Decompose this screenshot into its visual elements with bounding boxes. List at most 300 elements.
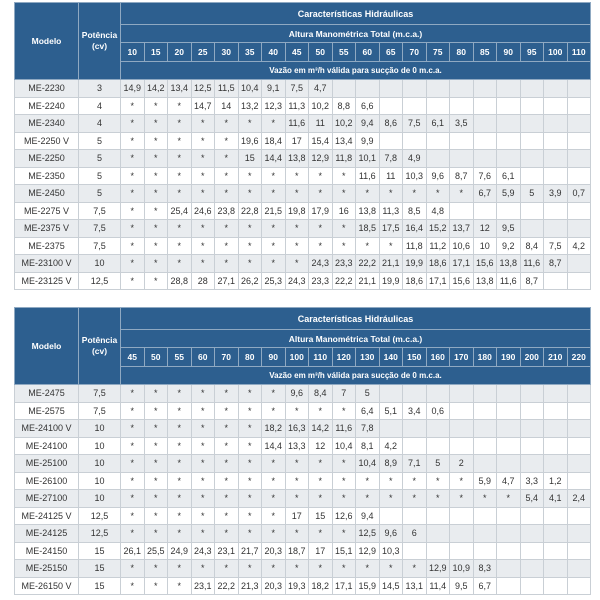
flow-value-cell: 10,4	[238, 80, 262, 98]
flow-value-cell	[544, 202, 568, 220]
header-head-value: 55	[168, 348, 192, 367]
flow-value-cell: *	[215, 255, 239, 273]
table-body	[15, 80, 591, 290]
flow-value-cell: 17,1	[332, 577, 356, 595]
flow-value-cell: 18,2	[262, 420, 286, 438]
flow-value-cell	[520, 97, 544, 115]
flow-value-cell: *	[262, 525, 286, 543]
flow-value-cell	[426, 132, 450, 150]
flow-value-cell: *	[215, 437, 239, 455]
flow-value-cell: 24,3	[191, 542, 215, 560]
flow-value-cell	[567, 202, 591, 220]
flow-value-cell: *	[191, 115, 215, 133]
flow-value-cell: 12	[309, 437, 333, 455]
flow-value-cell: 10,4	[332, 437, 356, 455]
flow-value-cell: *	[215, 560, 239, 578]
flow-value-cell: *	[285, 255, 309, 273]
flow-value-cell: *	[168, 525, 192, 543]
flow-value-cell: 22,8	[238, 202, 262, 220]
flow-value-cell	[544, 525, 568, 543]
flow-value-cell: 17,1	[450, 255, 474, 273]
power-cell: 3	[79, 80, 121, 98]
flow-value-cell	[544, 220, 568, 238]
flow-value-cell	[426, 507, 450, 525]
flow-value-cell: 21,1	[379, 255, 403, 273]
flow-value-cell: *	[121, 220, 145, 238]
flow-value-cell: *	[450, 185, 474, 203]
flow-value-cell: 14	[215, 97, 239, 115]
flow-value-cell: *	[215, 132, 239, 150]
flow-value-cell: *	[144, 272, 168, 290]
flow-value-cell: 13,7	[450, 220, 474, 238]
flow-value-cell	[544, 80, 568, 98]
flow-value-cell: *	[144, 402, 168, 420]
flow-value-cell: 16	[332, 202, 356, 220]
flow-value-cell: 14,2	[309, 420, 333, 438]
flow-value-cell	[426, 420, 450, 438]
flow-value-cell: *	[144, 437, 168, 455]
flow-value-cell: 8,7	[520, 272, 544, 290]
flow-value-cell: *	[238, 420, 262, 438]
performance-table-1	[14, 2, 591, 290]
flow-value-cell: 19,3	[285, 577, 309, 595]
flow-value-cell: 13,3	[285, 437, 309, 455]
flow-value-cell: 10,9	[450, 560, 474, 578]
header-flow-note: Vazão em m³/h válida para sucção de 0 m.c.a.	[121, 367, 591, 385]
table-row	[15, 80, 591, 98]
header-model: Modelo	[15, 308, 79, 385]
flow-value-cell: 10,4	[356, 455, 380, 473]
flow-value-cell: *	[168, 472, 192, 490]
flow-value-cell: 18,5	[356, 220, 380, 238]
flow-value-cell	[520, 385, 544, 403]
header-flow-note: Vazão em m³/h válida para sucção de 0 m.c.a.	[121, 62, 591, 80]
model-cell: ME-2230	[15, 80, 79, 98]
table-row	[15, 97, 591, 115]
flow-value-cell: 18,4	[262, 132, 286, 150]
flow-value-cell: *	[309, 220, 333, 238]
flow-value-cell: 2	[450, 455, 474, 473]
flow-value-cell: 9,6	[426, 167, 450, 185]
flow-value-cell	[403, 542, 427, 560]
flow-value-cell	[567, 167, 591, 185]
flow-value-cell	[473, 420, 497, 438]
flow-value-cell: *	[168, 132, 192, 150]
flow-value-cell: *	[403, 560, 427, 578]
flow-value-cell: *	[285, 560, 309, 578]
header-head-value: 110	[309, 348, 333, 367]
flow-value-cell: *	[215, 167, 239, 185]
flow-value-cell: 20,3	[262, 577, 286, 595]
flow-value-cell	[567, 507, 591, 525]
flow-value-cell: *	[168, 385, 192, 403]
flow-value-cell: *	[262, 455, 286, 473]
flow-value-cell: *	[285, 525, 309, 543]
flow-value-cell: *	[168, 420, 192, 438]
flow-value-cell: *	[403, 472, 427, 490]
header-power-unit: (cv)	[91, 41, 108, 51]
flow-value-cell: *	[191, 507, 215, 525]
header-head-value: 90	[262, 348, 286, 367]
header-head-value: 50	[309, 43, 333, 62]
flow-value-cell: 17	[285, 132, 309, 150]
model-cell: ME-24125 V	[15, 507, 79, 525]
flow-value-cell: *	[426, 472, 450, 490]
flow-value-cell: *	[356, 237, 380, 255]
flow-value-cell: 14,7	[191, 97, 215, 115]
flow-value-cell: 6,1	[426, 115, 450, 133]
model-cell: ME-26150 V	[15, 577, 79, 595]
flow-value-cell: 21,3	[238, 577, 262, 595]
table-row	[15, 150, 591, 168]
flow-value-cell: 8,7	[544, 255, 568, 273]
flow-value-cell	[403, 97, 427, 115]
flow-value-cell	[567, 80, 591, 98]
power-cell: 7,5	[79, 385, 121, 403]
flow-value-cell: *	[332, 185, 356, 203]
flow-value-cell	[403, 420, 427, 438]
table-row	[15, 455, 591, 473]
flow-value-cell	[450, 132, 474, 150]
flow-value-cell: *	[238, 167, 262, 185]
flow-value-cell	[450, 150, 474, 168]
table-row	[15, 272, 591, 290]
flow-value-cell: *	[356, 472, 380, 490]
model-cell: ME-2375 V	[15, 220, 79, 238]
table-row	[15, 525, 591, 543]
flow-value-cell: *	[215, 402, 239, 420]
flow-value-cell	[473, 402, 497, 420]
model-cell: ME-2575	[15, 402, 79, 420]
model-cell: ME-2250 V	[15, 132, 79, 150]
flow-value-cell: 7,8	[356, 420, 380, 438]
flow-value-cell: *	[262, 507, 286, 525]
flow-value-cell: *	[238, 185, 262, 203]
flow-value-cell: *	[191, 437, 215, 455]
flow-value-cell	[567, 472, 591, 490]
flow-value-cell: 9,4	[356, 507, 380, 525]
header-head-value: 100	[285, 348, 309, 367]
flow-value-cell: *	[121, 472, 145, 490]
flow-value-cell: *	[262, 237, 286, 255]
flow-value-cell	[497, 97, 521, 115]
flow-value-cell: *	[309, 185, 333, 203]
flow-value-cell: 12,6	[332, 507, 356, 525]
header-power-unit: (cv)	[91, 346, 108, 356]
flow-value-cell: *	[356, 490, 380, 508]
flow-value-cell: 28,8	[168, 272, 192, 290]
header-head-value: 60	[191, 348, 215, 367]
flow-value-cell: *	[121, 420, 145, 438]
flow-value-cell: *	[238, 255, 262, 273]
power-cell: 10	[79, 472, 121, 490]
flow-value-cell: 13,8	[497, 255, 521, 273]
flow-value-cell: 14,4	[262, 437, 286, 455]
flow-value-cell: 10,3	[403, 167, 427, 185]
header-head-value: 140	[379, 348, 403, 367]
flow-value-cell: *	[215, 507, 239, 525]
flow-value-cell	[403, 80, 427, 98]
performance-table-2	[14, 307, 591, 595]
flow-value-cell: *	[121, 577, 145, 595]
flow-value-cell: *	[262, 490, 286, 508]
flow-value-cell	[426, 437, 450, 455]
flow-value-cell: *	[215, 455, 239, 473]
flow-value-cell: *	[191, 150, 215, 168]
flow-value-cell: *	[168, 507, 192, 525]
flow-value-cell: *	[121, 237, 145, 255]
flow-value-cell	[544, 402, 568, 420]
flow-value-cell: *	[379, 237, 403, 255]
flow-value-cell	[473, 455, 497, 473]
flow-value-cell	[450, 80, 474, 98]
flow-value-cell: 21,7	[238, 542, 262, 560]
flow-value-cell	[497, 115, 521, 133]
power-cell: 12,5	[79, 525, 121, 543]
flow-value-cell: 27,1	[215, 272, 239, 290]
flow-value-cell: 11,6	[497, 272, 521, 290]
model-cell: ME-23100 V	[15, 255, 79, 273]
flow-value-cell	[567, 272, 591, 290]
flow-value-cell: 5	[356, 385, 380, 403]
flow-value-cell	[544, 455, 568, 473]
flow-value-cell	[497, 385, 521, 403]
table-row	[15, 437, 591, 455]
flow-value-cell: *	[473, 490, 497, 508]
flow-value-cell: 12,5	[356, 525, 380, 543]
flow-value-cell: *	[238, 115, 262, 133]
header-power	[79, 308, 121, 385]
header-head-value: 180	[473, 348, 497, 367]
table-header	[15, 308, 591, 385]
flow-value-cell: *	[191, 237, 215, 255]
flow-value-cell: 8,4	[309, 385, 333, 403]
flow-value-cell: 12,9	[356, 542, 380, 560]
flow-value-cell: 11,6	[332, 420, 356, 438]
flow-value-cell	[520, 167, 544, 185]
header-head-value: 150	[403, 348, 427, 367]
flow-value-cell: 5	[426, 455, 450, 473]
flow-value-cell: *	[144, 115, 168, 133]
flow-value-cell: 8,5	[403, 202, 427, 220]
flow-value-cell: *	[285, 185, 309, 203]
flow-value-cell: 6	[403, 525, 427, 543]
flow-value-cell: *	[403, 490, 427, 508]
flow-value-cell: 5	[520, 185, 544, 203]
flow-value-cell: *	[285, 220, 309, 238]
header-head-value: 60	[356, 43, 380, 62]
flow-value-cell: *	[285, 167, 309, 185]
flow-value-cell: 5,9	[473, 472, 497, 490]
flow-value-cell: 12,9	[426, 560, 450, 578]
flow-value-cell	[544, 150, 568, 168]
model-cell: ME-2250	[15, 150, 79, 168]
flow-value-cell: *	[121, 167, 145, 185]
flow-value-cell	[520, 150, 544, 168]
power-cell: 10	[79, 420, 121, 438]
flow-value-cell: *	[121, 272, 145, 290]
flow-value-cell	[497, 420, 521, 438]
flow-value-cell: 6,7	[473, 185, 497, 203]
flow-value-cell: 24,3	[285, 272, 309, 290]
flow-value-cell: *	[168, 97, 192, 115]
flow-value-cell: *	[238, 490, 262, 508]
header-power-label: Potência	[81, 30, 118, 40]
flow-value-cell	[567, 132, 591, 150]
flow-value-cell: 1,2	[544, 472, 568, 490]
flow-value-cell: *	[191, 220, 215, 238]
flow-value-cell	[450, 202, 474, 220]
flow-value-cell: 20,3	[262, 542, 286, 560]
flow-value-cell	[544, 577, 568, 595]
flow-value-cell: *	[215, 115, 239, 133]
flow-value-cell: *	[144, 237, 168, 255]
flow-value-cell: *	[144, 525, 168, 543]
flow-value-cell: 4,2	[379, 437, 403, 455]
flow-value-cell: *	[379, 472, 403, 490]
power-cell: 4	[79, 115, 121, 133]
flow-value-cell: 23,3	[332, 255, 356, 273]
flow-value-cell: 13,2	[238, 97, 262, 115]
flow-value-cell: *	[191, 132, 215, 150]
header-head-value: 70	[215, 348, 239, 367]
flow-value-cell	[520, 420, 544, 438]
flow-value-cell: *	[262, 167, 286, 185]
flow-value-cell	[520, 115, 544, 133]
flow-value-cell: *	[238, 385, 262, 403]
flow-value-cell: 15,6	[450, 272, 474, 290]
flow-value-cell: *	[238, 237, 262, 255]
header-power	[79, 3, 121, 80]
flow-value-cell: *	[144, 202, 168, 220]
table-row	[15, 385, 591, 403]
table-row	[15, 220, 591, 238]
flow-value-cell	[450, 97, 474, 115]
flow-value-cell	[520, 202, 544, 220]
header-head-value: 85	[473, 43, 497, 62]
header-head-value: 10	[121, 43, 145, 62]
flow-value-cell: *	[309, 525, 333, 543]
flow-value-cell: 9,6	[285, 385, 309, 403]
flow-value-cell: *	[332, 560, 356, 578]
table-row	[15, 560, 591, 578]
flow-value-cell	[567, 97, 591, 115]
flow-value-cell	[567, 577, 591, 595]
header-head-value: 95	[520, 43, 544, 62]
flow-value-cell	[544, 132, 568, 150]
flow-value-cell: 5,1	[379, 402, 403, 420]
flow-value-cell	[544, 507, 568, 525]
table-row	[15, 167, 591, 185]
flow-value-cell: *	[215, 150, 239, 168]
header-model: Modelo	[15, 3, 79, 80]
power-cell: 7,5	[79, 220, 121, 238]
flow-value-cell	[520, 437, 544, 455]
power-cell: 5	[79, 185, 121, 203]
flow-value-cell: *	[144, 185, 168, 203]
flow-value-cell	[544, 542, 568, 560]
header-head-value: 90	[497, 43, 521, 62]
header-head-value: 130	[356, 348, 380, 367]
flow-value-cell: *	[121, 115, 145, 133]
model-cell: ME-2350	[15, 167, 79, 185]
flow-value-cell: 16,3	[285, 420, 309, 438]
flow-value-cell: *	[144, 455, 168, 473]
flow-value-cell: 11,6	[285, 115, 309, 133]
flow-value-cell: *	[144, 220, 168, 238]
flow-value-cell	[520, 402, 544, 420]
flow-value-cell	[450, 525, 474, 543]
model-cell: ME-2375	[15, 237, 79, 255]
flow-value-cell: *	[309, 167, 333, 185]
flow-value-cell	[356, 80, 380, 98]
flow-value-cell: *	[191, 560, 215, 578]
flow-value-cell	[473, 97, 497, 115]
flow-value-cell: 18,6	[403, 272, 427, 290]
flow-value-cell: *	[309, 472, 333, 490]
flow-value-cell: 12	[473, 220, 497, 238]
flow-value-cell: 10,6	[450, 237, 474, 255]
flow-value-cell: *	[262, 220, 286, 238]
flow-value-cell: *	[215, 472, 239, 490]
flow-value-cell: *	[191, 525, 215, 543]
table-row	[15, 577, 591, 595]
model-cell: ME-26100	[15, 472, 79, 490]
flow-value-cell: 17,1	[426, 272, 450, 290]
flow-value-cell: *	[262, 385, 286, 403]
flow-value-cell: *	[191, 490, 215, 508]
table-row	[15, 255, 591, 273]
flow-value-cell: 6,4	[356, 402, 380, 420]
model-cell: ME-24150	[15, 542, 79, 560]
power-cell: 15	[79, 542, 121, 560]
flow-value-cell: 3,4	[403, 402, 427, 420]
flow-value-cell: *	[309, 490, 333, 508]
flow-value-cell: *	[191, 167, 215, 185]
flow-value-cell: *	[238, 437, 262, 455]
flow-value-cell: 10,2	[332, 115, 356, 133]
flow-value-cell: *	[356, 185, 380, 203]
flow-value-cell: *	[168, 237, 192, 255]
flow-value-cell: 10,1	[356, 150, 380, 168]
flow-value-cell: 8,9	[379, 455, 403, 473]
flow-value-cell: *	[332, 472, 356, 490]
flow-value-cell: *	[309, 455, 333, 473]
flow-value-cell: 11,8	[332, 150, 356, 168]
flow-value-cell	[473, 437, 497, 455]
header-head-value: 190	[497, 348, 521, 367]
flow-value-cell	[379, 80, 403, 98]
flow-value-cell: 11	[309, 115, 333, 133]
flow-value-cell	[473, 202, 497, 220]
flow-value-cell: 19,9	[379, 272, 403, 290]
flow-value-cell	[473, 80, 497, 98]
flow-value-cell: *	[121, 507, 145, 525]
flow-value-cell: *	[144, 560, 168, 578]
flow-value-cell: 8,8	[332, 97, 356, 115]
flow-value-cell	[520, 577, 544, 595]
table-row	[15, 490, 591, 508]
flow-value-cell: 8,3	[473, 560, 497, 578]
flow-value-cell: *	[238, 472, 262, 490]
power-cell: 7,5	[79, 237, 121, 255]
flow-value-cell: 25,4	[168, 202, 192, 220]
header-head-value: 55	[332, 43, 356, 62]
table-row	[15, 507, 591, 525]
flow-value-cell: *	[332, 167, 356, 185]
power-cell: 10	[79, 437, 121, 455]
flow-value-cell: 15,2	[426, 220, 450, 238]
